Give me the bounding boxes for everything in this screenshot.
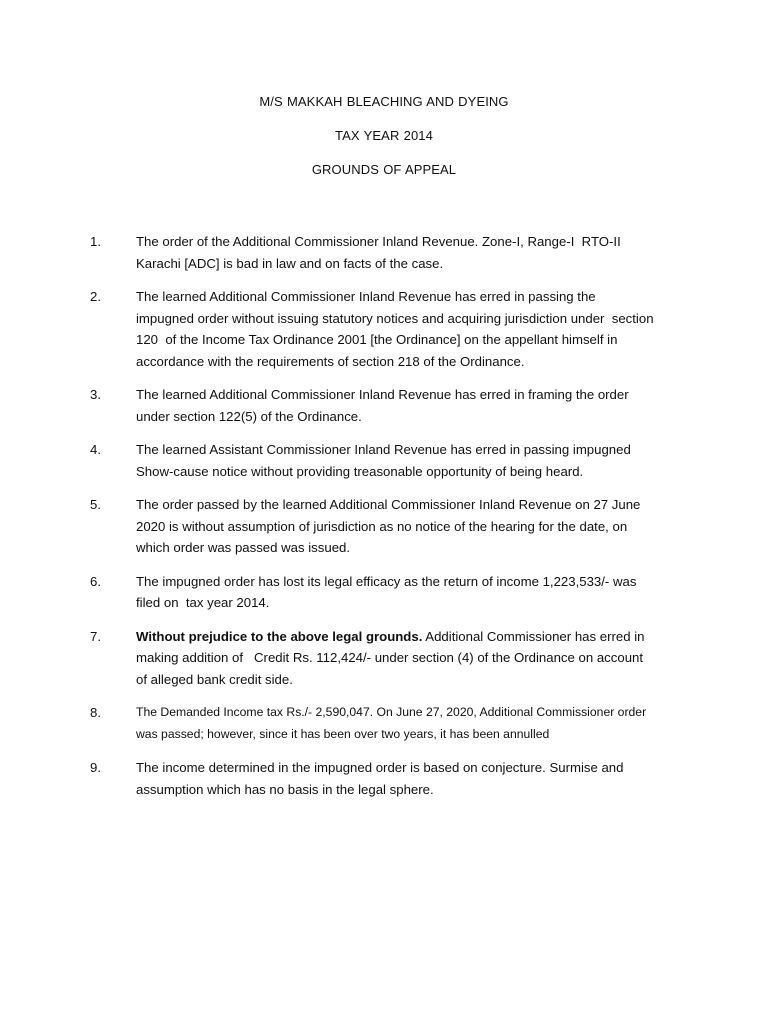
tax-year: TAX YEAR 2014 — [335, 128, 433, 143]
ground-bold-lead: Without prejudice to the above legal grounds. — [136, 628, 423, 644]
ground-item-4 — [0, 439, 768, 482]
ground-text: The Demanded Income tax Rs./- 2,590,047. On June 27, 2020, Additional Commissioner order was passed; however, since it has been over two years, it has been annulled — [136, 705, 650, 741]
ground-number: 1. — [90, 234, 101, 249]
ground-item-1 — [0, 231, 768, 274]
ground-number: 7. — [90, 628, 101, 644]
ground-text: The learned Additional Commissioner Inland Revenue has erred in passing the impugned order without issuing statutory notices and acquiring jurisdiction under section 120 of the Income Tax Ordinance 2001 [the Ordinance] on the appellant himself in accordance with the requirements of section 218 of the Ordinance. — [136, 289, 661, 369]
ground-item-5 — [0, 494, 768, 559]
ground-number: 4. — [90, 442, 101, 457]
ground-number: 6. — [90, 573, 101, 589]
ground-text: The learned Additional Commissioner Inland Revenue has erred in framing the order under section 122(5) of the Ordinance. — [136, 387, 633, 424]
ground-item-8 — [0, 702, 768, 745]
company-name: M/S MAKKAH BLEACHING AND DYEING — [259, 94, 509, 109]
ground-number: 9. — [90, 760, 101, 775]
ground-number: 8. — [90, 705, 101, 720]
grounds-list — [0, 231, 768, 812]
ground-number: 5. — [90, 497, 101, 512]
ground-number: 2. — [90, 289, 101, 304]
ground-number: 3. — [90, 387, 101, 402]
ground-item-9 — [0, 757, 768, 800]
ground-text: The order passed by the learned Additional Commissioner Inland Revenue on 27 June 2020 is without assumption of jurisdiction as no notice of the hearing for the date, on which order was passed was issued. — [136, 497, 645, 555]
ground-text: The income determined in the impugned order is based on conjecture. Surmise and assumption which has no basis in the legal sphere. — [136, 760, 628, 797]
ground-text: The impugned order has lost its legal efficacy as the return of income 1,223,533/- was filed on tax year 2014. — [136, 573, 641, 610]
ground-item-6 — [0, 571, 768, 614]
ground-text: The order of the Additional Commissioner Inland Revenue. Zone-I, Range-I RTO-II Karachi [ADC] is bad in law and on facts of the case. — [136, 234, 625, 271]
ground-item-7 — [0, 626, 768, 691]
ground-item-2 — [0, 286, 768, 372]
document-title: GROUNDS OF APPEAL — [311, 162, 457, 177]
ground-item-3 — [0, 384, 768, 427]
ground-text-rest: Additional Commissioner has erred in making addition of Credit Rs. 112,424/- under section (4) of the Ordinance on account of alleged bank credit side. — [136, 628, 649, 687]
ground-text: The learned Assistant Commissioner Inland Revenue has erred in passing impugned Show-cause notice without providing treasonable opportunity of being heard. — [136, 442, 635, 479]
ground-text — [136, 626, 656, 691]
document-header — [0, 94, 768, 196]
